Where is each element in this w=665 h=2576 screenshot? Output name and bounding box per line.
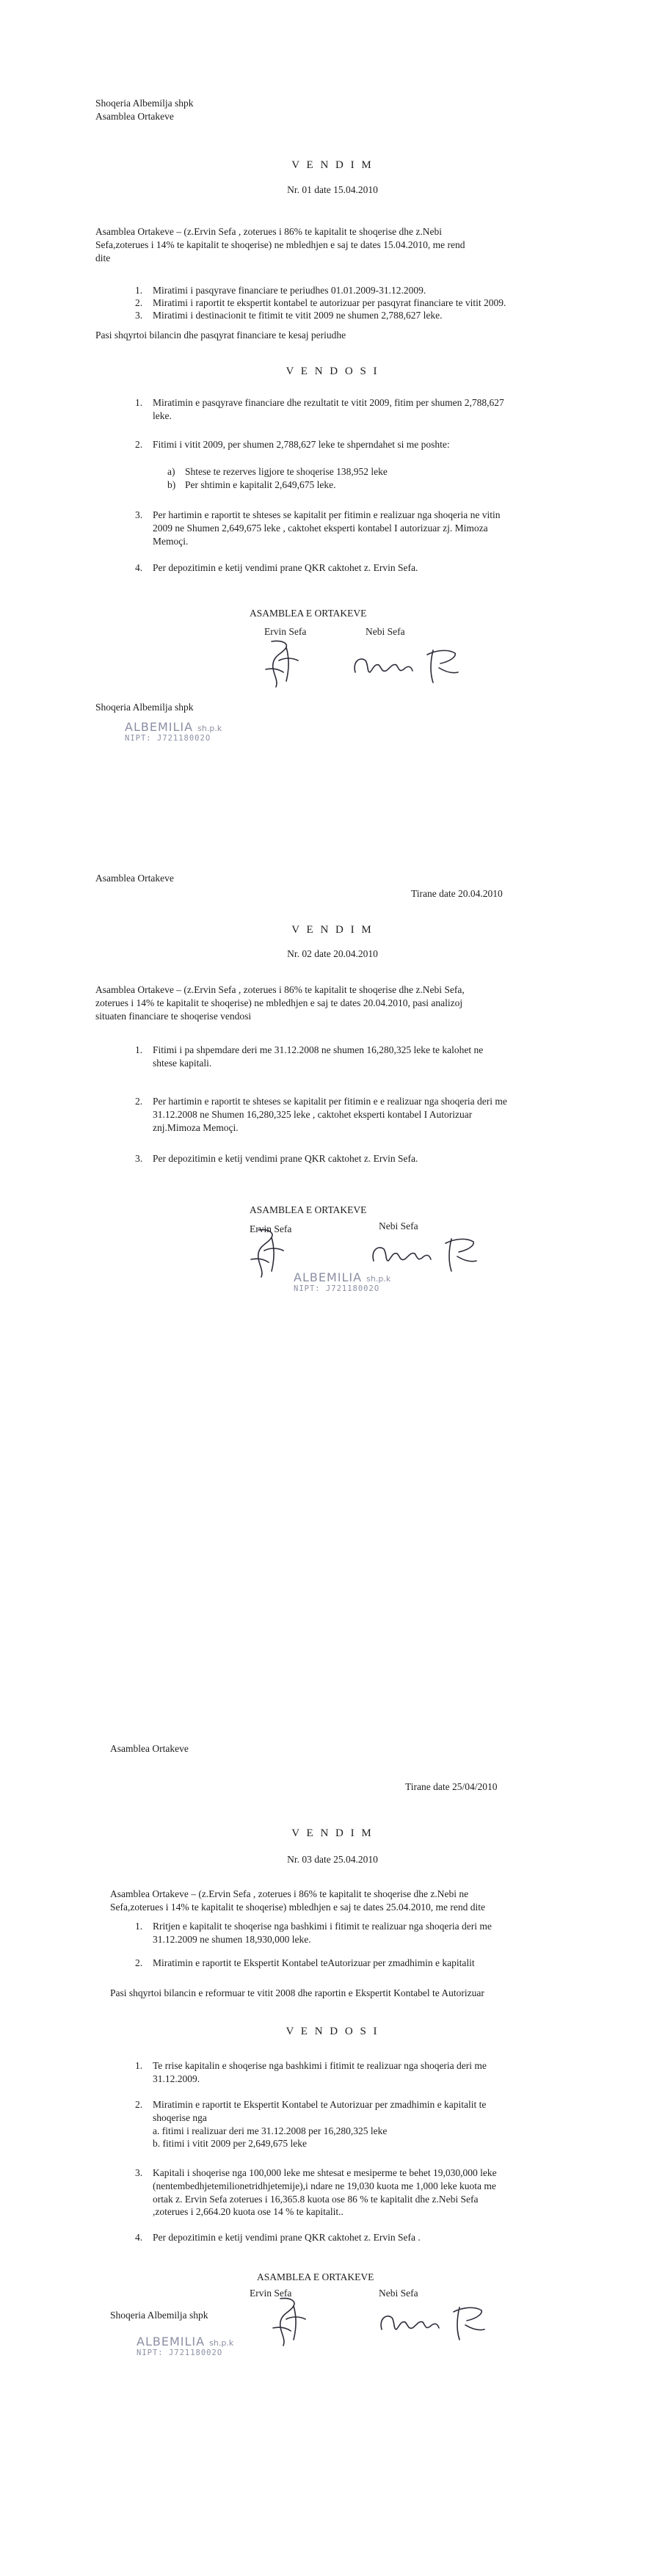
place-date: Tirane date 20.04.2010 xyxy=(411,888,503,899)
vendosi-heading: V E N D O S I xyxy=(286,2026,379,2037)
intro-line: Asamblea Ortakeve – (z.Ervin Sefa , zoterues i 86% te kapitalit te shoqerise dhe z.Nebi ne xyxy=(110,1888,469,1899)
decision-page-1: Shoqeria Albemiljа shpk Asamblea Ortakeve V E N D I M Nr. 01 date 15.04.2010 Asamblea Ortakeve – (z.Ervin Sefa , zoterues i 86% te kapitalit te shoqerise dhe z.Nebi Sefa,zoterues i 14% te kapitalit te shoqerise) ne mbledhjen e saj te dates 15.04.2010, me rend dite 1. Miratimi i pasqyrave financiare te periudhes 01.01.2009-31.12.2009. 2. Miratimi i raportit te ekspertit kontabel te autorizuar per pasqyrat financiare te vitit 2009. 3. Miratimi i destinacionit te fitimit te vitit 2009 ne shumen 2,788,627 leke. Pasi shqyrtoi bilancin dhe pasqyrat financiare te kesaj periudhe V E N D O S I 1. Miratimin e pasqyrave financiare dhe rezultatit te vitit 2009, fitim per shumen 2,788,627 leke. 2. Fitimi i vitit 2009, per shumen 2,788,627 leke te shperndahet si me poshte: a) Shtese te rezerves ligjore te shoqerise 138,952 leke b) Per shtimin e kapitalit 2,649,675 leke. 3. Per hartimin e raportit te shteses se kapitalit per fitimin e realizuar nga shoqeria ne vitin 2009 ne Shumen 2,649,675 leke , caktohet eksperti kontabel I autorizuar zj. Mimoza Memoçi. 4. Per depozitimin e ketij vendimi prane QKR caktohet z. Ervin Sefa. ASAMBLEA E ORTAKEVE Ervin Sefa Nebi Sefa Shoqeria Albemiljа shpk ALBEMILIA sh.p.k NIPT: J72118002O xyxy=(0,0,665,859)
assembly-caps: ASAMBLEA E ORTAKEVE xyxy=(250,608,367,619)
footer-company-name: Shoqeria Albemiljа shpk xyxy=(110,2310,208,2321)
decision-number-date: Nr. 02 date 20.04.2010 xyxy=(287,948,378,959)
intro-paragraph xyxy=(95,983,609,1022)
company-stamp: ALBEMILIA sh.p.k NIPT: J72118002O xyxy=(294,1270,391,1294)
decision-number-date: Nr. 01 date 15.04.2010 xyxy=(287,184,378,195)
company-stamp: ALBEMILIA sh.p.k NIPT: J72118002O xyxy=(137,2335,234,2358)
signature-nebi xyxy=(345,640,477,688)
company-name: Shoqeria Albemiljа shpk xyxy=(95,98,194,109)
intro-line: situaten financiare te shoqerise vendosi xyxy=(95,1010,252,1022)
footer-company-name: Shoqeria Albemiljа shpk xyxy=(95,702,194,713)
intro-line: zoterues i 14% te kapitalit te shoqerise) ne mbledhjen e saj te dates 20.04.2010, pasi analizoj xyxy=(95,997,463,1008)
decision-page-2: Asamblea Ortakeve Tirane date 20.04.2010 V E N D I M Nr. 02 date 20.04.2010 Asamblea Ortakeve – (z.Ervin Sefa , zoterues i 86% te kapitalit te shoqerise dhe z.Nebi Sefa, zoterues i 14% te kapitalit te shoqerise) ne mbledhjen e saj te dates 20.04.2010, pasi analizoj situaten financiare te shoqerise vendosi 1. Fitimi i pa shpemdare deri me 31.12.2008 ne shumen 16,280,325 leke te kalohet ne shtese kapitali. 2. Per hartimin e raportit te shteses se kapitalit per fitimin e e realizuar nga shoqeria deri me 31.12.2008 ne Shumen 16,280,325 leke , caktohet eksperti kontabel I Autorizuar znj.Mimoza Memoçi. 3. Per depozitimin e ketij vendimi prane QKR caktohet z. Ervin Sefa. ASAMBLEA E ORTAKEVE Ervin Sefa Nebi Sefa ALBEMILIA sh.p.k NIPT: J72118002O xyxy=(0,859,665,1717)
signature-ervin xyxy=(242,1226,301,1280)
assembly-name: Asamblea Ortakeve xyxy=(95,111,174,122)
signature-ervin xyxy=(264,2294,323,2348)
assembly-caps: ASAMBLEA E ORTAKEVE xyxy=(257,2271,374,2282)
decision-number-date: Nr. 03 date 25.04.2010 xyxy=(287,1854,378,1865)
intro-paragraph xyxy=(110,1888,617,1914)
signer-name: Nebi Sefa xyxy=(379,2288,418,2299)
after-agenda-text: Pasi shqyrtoi bilancin e reformuar te vitit 2008 dhe raportin e Ekspertit Kontabel te Autorizuar xyxy=(110,1987,484,1998)
signer-name: Ervin Sefa xyxy=(250,2288,292,2299)
signer-name: Nebi Sefa xyxy=(379,1220,418,1231)
intro-line: Sefa,zoterues i 14% te kapitalit te shoqerise) ne mbledhjen e saj te dates 15.04.2010, me rend xyxy=(95,239,465,250)
assembly-name: Asamblea Ortakeve xyxy=(110,1743,189,1754)
intro-line: Asamblea Ortakeve – (z.Ervin Sefa , zoterues i 86% te kapitalit te shoqerise dhe z.Nebi xyxy=(95,226,442,237)
signer-name: Ervin Sefa xyxy=(264,626,307,637)
signer-name: Ervin Sefa xyxy=(250,1223,292,1234)
signer-name: Nebi Sefa xyxy=(366,626,405,637)
intro-line: dite xyxy=(95,252,111,263)
decision-title: V E N D I M xyxy=(291,159,374,171)
place-date: Tirane date 25/04/2010 xyxy=(405,1781,498,1792)
vendosi-heading: V E N D O S I xyxy=(286,365,379,377)
decision-page-3: Asamblea Ortakeve Tirane date 25/04/2010 V E N D I M Nr. 03 date 25.04.2010 Asamblea Ortakeve – (z.Ervin Sefa , zoterues i 86% te kapitalit te shoqerise dhe z.Nebi ne Sefa,zoterues i 14% te kapitalit te shoqerise) mbledhjen e saj te dates 25.04.2010, me rend dite 1. Rritjen e kapitalit te shoqerise nga bashkimi i fitimit te realizuar nga shoqeria deri me 31.12.2009 ne shumen 18,930,000 leke. 2. Miratimin e raportit te Ekspertit Kontabel teAutorizuar per zmadhimin e kapitalit Pasi shqyrtoi bilancin e reformuar te vitit 2008 dhe raportin e Ekspertit Kontabel te Autorizuar V E N D O S I 1. Te rrise kapitalin e shoqerise nga bashkimi i fitimit te realizuar nga shoqeria deri me 31.12.2009. 2. Miratimin e raportit te Ekspertit Kontabel te Autorizuar per zmadhimin e kapitalit te shoqerise nga a. fitimi i realizuar deri me 31.12.2008 per 16,280,325 leke b. fitimi i vitit 2009 per 2,649,675 leke 3. Kapitali i shoqerise nga 100,000 leke me shtesat e mesiperme te behet 19,030,000 leke (nentembedhjetemilionetridhjetemije),i ndare ne 19,030 kuota me 1,000 leke kuota me ortak z. Ervin Sefa zoterues i 16,365.8 kuota ose 86 % te kapitalit dhe z.Nebi Sefa ,zoterues i 2,664.20 kuota ose 14 % te kapitalit.. 4. Per depozitimin e ketij vendimi prane QKR caktohet z. Ervin Sefa . ASAMBLEA E ORTAKEVE Ervin Sefa Nebi Sefa Shoqeria Albemiljа shpk ALBEMILIA sh.p.k NIPT: J72118002O xyxy=(0,1717,665,2576)
after-agenda-text: Pasi shqyrtoi bilancin dhe pasqyrat financiare te kesaj periudhe xyxy=(95,330,346,341)
signature-nebi xyxy=(371,2297,504,2346)
signature-ervin xyxy=(257,636,316,690)
decision-title: V E N D I M xyxy=(291,1827,374,1839)
intro-line: Sefa,zoterues i 14% te kapitalit te shoqerise) mbledhjen e saj te dates 25.04.2010, me rend dite xyxy=(110,1901,485,1913)
decision-title: V E N D I M xyxy=(291,924,374,936)
company-stamp: ALBEMILIA sh.p.k NIPT: J72118002O xyxy=(125,720,222,743)
assembly-name: Asamblea Ortakeve xyxy=(95,873,174,884)
intro-paragraph xyxy=(95,225,602,264)
intro-line: Asamblea Ortakeve – (z.Ervin Sefa , zoterues i 86% te kapitalit te shoqerise dhe z.Nebi Sefa, xyxy=(95,984,465,995)
assembly-caps: ASAMBLEA E ORTAKEVE xyxy=(250,1204,367,1215)
